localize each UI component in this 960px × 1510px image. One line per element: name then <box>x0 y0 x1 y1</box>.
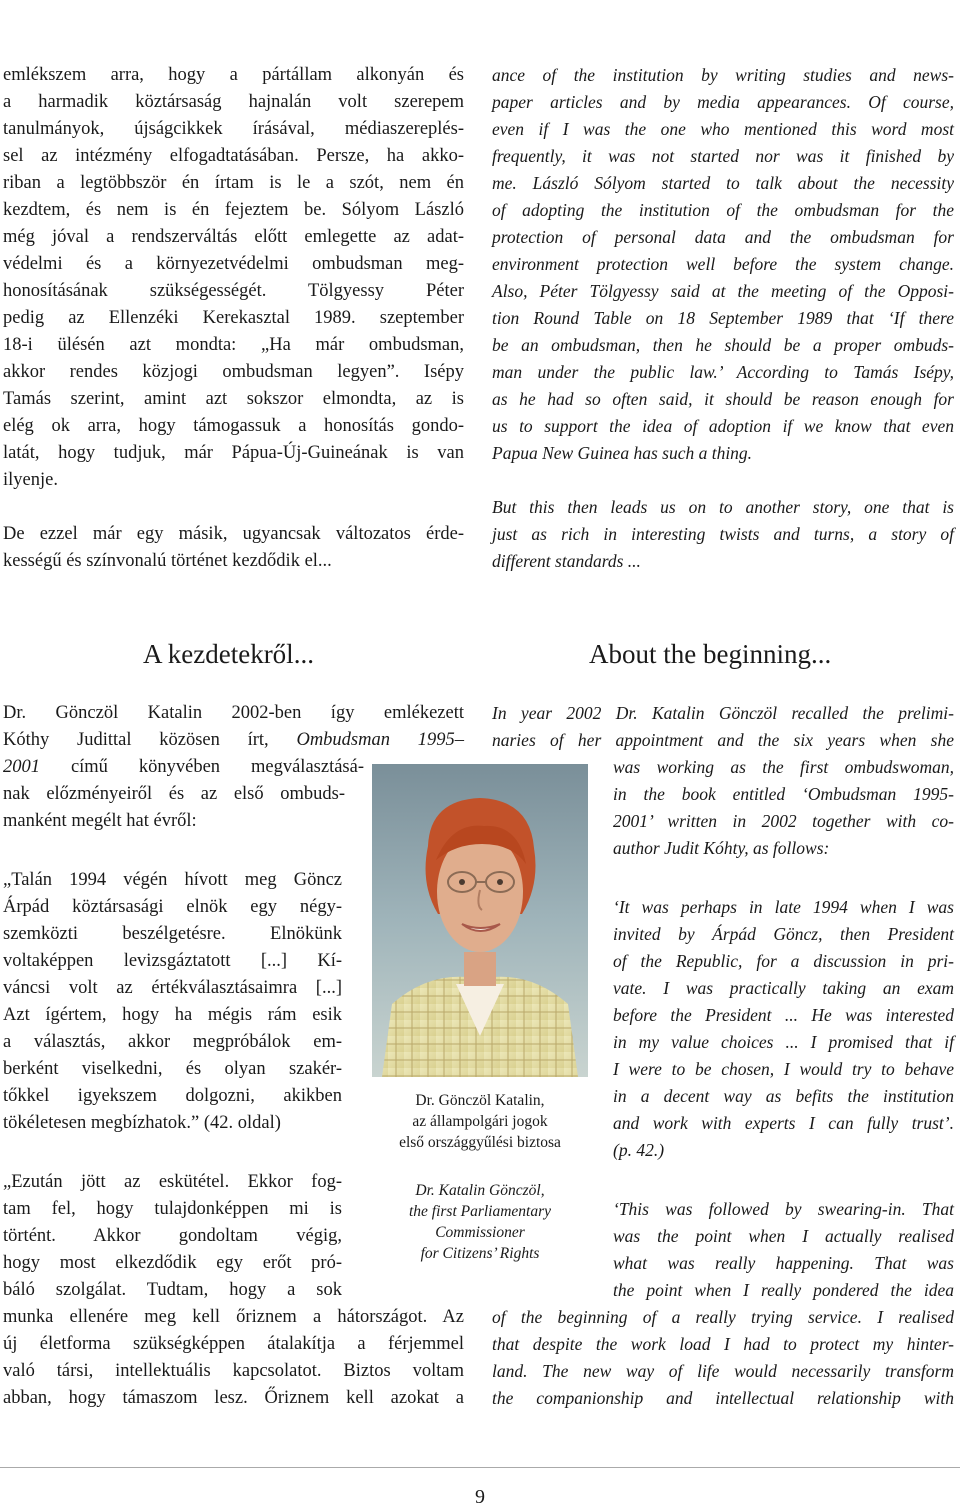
text-line: emlékszem arra, hogy a pártállam alkonyán és <box>3 65 464 85</box>
text-line: land. The new way of life would necessarily transform <box>492 1361 954 1381</box>
text-line: (p. 42.) <box>613 1140 665 1160</box>
text-line: in a decent way as befits the institution <box>613 1086 954 1106</box>
text-line: voltaképpen levizsgáztatott [...] Kí- <box>3 951 342 971</box>
text-line: 18-i ülésén azt mondta: „Ha már ombudsman, <box>3 335 464 355</box>
text-line: elég ok arra, hogy támogassuk a honosítás gondo- <box>3 416 464 436</box>
text-line: ‘This was followed by swearing-in. That <box>613 1199 954 1219</box>
text-line: Papua New Guinea has such a thing. <box>492 443 753 463</box>
text-line: be an ombudsman, then he should be a proper ombuds- <box>492 335 954 355</box>
text-line: tion Round Table on 18 September 1989 that ‘If there <box>492 308 954 328</box>
text-line: 2001’ written in 2002 together with co- <box>613 811 954 831</box>
text-line: tőkkel igyekszem dolgozni, akikben <box>3 1086 342 1106</box>
text-line: sel az intézmény elfogadtatásában. Persze, ha akko- <box>3 146 464 166</box>
text-line: hogy most elkezdődik egy erőt pró- <box>3 1253 342 1273</box>
text-line: in my value choices ... I promised that if <box>613 1032 954 1052</box>
text-line: szemközti beszélgetésre. Elnökünk <box>3 924 342 944</box>
text-line: báló szolgálat. Tudtam, hogy a sok <box>3 1280 342 1300</box>
text-line: tam fel, hogy tulajdonképpen mi is <box>3 1199 342 1219</box>
caption-line: az állampolgári jogok <box>412 1113 548 1130</box>
portrait-photo <box>372 764 588 1077</box>
caption-line: for Citizens’ Rights <box>420 1245 540 1262</box>
text-line: man under the public law.’ According to Tamás Isépy, <box>492 362 954 382</box>
caption-english <box>368 1180 592 1264</box>
text-line: Árpád köztársasági elnök egy négy- <box>3 897 342 917</box>
text-line: was working as the first ombudswoman, <box>613 757 954 777</box>
page-number: 9 <box>475 1486 485 1508</box>
caption-line: első országgyűlési biztosa <box>399 1134 561 1151</box>
text-line: tanulmányok, újságcikkek írásával, médiaszereplés- <box>3 119 464 139</box>
text-line: in the book entitled ‘Ombudsman 1995- <box>613 784 954 804</box>
text-line: új életforma szükségképpen átalakítja a férjemmel <box>3 1334 464 1354</box>
text-line: a választás, akkor megpróbálok em- <box>3 1032 342 1052</box>
text-line: „Ezután jött az eskütétel. Ekkor fog- <box>3 1172 342 1192</box>
heading-english: About the beginning... <box>589 639 832 669</box>
text-line: and work with experts I can fully trust’. <box>613 1113 954 1133</box>
text-line: the point when I really pondered the idea <box>613 1280 954 1300</box>
text-line: of adopting the institution of the ombudsman for the <box>492 200 954 220</box>
text-line: Azt ígértem, hogy ha mégis rám esik <box>3 1005 342 1025</box>
text-line: De ezzel már egy másik, ugyancsak változatos érde- <box>3 524 464 544</box>
text-line: me. László Sólyom started to talk about the necessity <box>492 173 954 193</box>
text-span: Kóthy Judittal közösen írt, Ombudsman 1995– <box>3 730 464 750</box>
caption-hungarian <box>368 1090 592 1153</box>
text-line: való társi, intellektuális kapcsolatot. Biztos voltam <box>3 1361 464 1381</box>
caption-line: Dr. Katalin Gönczöl, <box>415 1182 545 1199</box>
text-line: what was really happening. That was <box>613 1253 954 1273</box>
text-line: as he had so often said, it should be reason enough for <box>492 389 954 409</box>
text-line: environment protection well before the system change. <box>492 254 954 274</box>
text-line: But this then leads us on to another story, one that is <box>492 497 954 517</box>
text-line: kezdtem, és nem is én fejeztem be. Sólyom László <box>3 200 464 220</box>
text-line: was the point when I actually realised <box>613 1226 954 1246</box>
text-line: In year 2002 Dr. Katalin Gönczöl recalled the prelimi- <box>492 703 954 723</box>
text-line: még jóval a rendszerváltás előtt emlegette az adat- <box>3 227 464 247</box>
text-line: 2001 című könyvében megválasztásá- <box>3 757 364 777</box>
text-line: történt. Akkor gondoltam végig, <box>3 1226 342 1246</box>
text-line: Dr. Gönczöl Katalin 2002-ben így emlékezett <box>3 703 464 723</box>
text-line: us to support the idea of adoption if we know that even <box>492 416 954 436</box>
text-line: abban, hogy támaszom lesz. Őriznem kell azokat a <box>3 1388 464 1408</box>
text-line: vate. I was practically taking an exam <box>613 978 954 998</box>
text-line: protection of personal data and the ombudsman for <box>492 227 954 247</box>
text-line: Also, Péter Tölgyessy said at the meeting of the Opposi- <box>492 281 954 301</box>
text-line: ‘It was perhaps in late 1994 when I was <box>613 897 954 917</box>
portrait-illustration <box>372 764 588 1077</box>
text-line: akkor rendes közjogi ombudsman legyen”. Isépy <box>3 362 464 382</box>
text-line: just as rich in interesting twists and turns, a story of <box>492 524 954 544</box>
text-line: ilyenje. <box>3 470 58 490</box>
text-line: I were to be chosen, I would try to behave <box>613 1059 954 1079</box>
text-line: munka ellenére meg kell őriznem a hátországot. Az <box>3 1307 464 1327</box>
text-line: before the President ... He was interested <box>613 1005 954 1025</box>
footer-divider <box>0 1467 960 1468</box>
text-line: nak előzményeiről és az első ombuds- <box>3 784 345 804</box>
heading-hungarian: A kezdetekről... <box>143 639 314 669</box>
text-line: even if I was the one who mentioned this word most <box>492 119 954 139</box>
text-line: paper articles and by media appearances. Of course, <box>492 92 954 112</box>
text-line: a harmadik köztársaság hajnalán volt szerepem <box>3 92 464 112</box>
text-line: the companionship and intellectual relationship with <box>492 1388 954 1408</box>
text-line: manként megélt hat évről: <box>3 811 197 831</box>
caption-line: Dr. Gönczöl Katalin, <box>415 1092 545 1109</box>
text-line: invited by Árpád Göncz, then President <box>613 924 954 944</box>
text-line: riban a legtöbbször én írtam is le a szót, nem én <box>3 173 464 193</box>
text-line: of the beginning of a really trying service. I realised <box>492 1307 954 1327</box>
caption-line: Commissioner <box>435 1224 525 1241</box>
text-line: berként viselkedni, és olyan szakér- <box>3 1059 342 1079</box>
text-line: author Judit Kóhty, as follows: <box>613 838 830 858</box>
text-line: védelmi és a környezetvédelmi ombudsman meg- <box>3 254 464 274</box>
text-line: kességű és színvonalú történet kezdődik el... <box>3 551 332 571</box>
text-line: tökéletesen megbízhatok.” (42. oldal) <box>3 1113 281 1133</box>
text-line: Tamás szerint, amint azt sokszor elmondta, az is <box>3 389 464 409</box>
text-line: honosításának szükségességét. Tölgyessy Péter <box>3 281 464 301</box>
caption-line: the first Parliamentary <box>408 1203 552 1220</box>
text-line <box>3 727 464 754</box>
text-line: ance of the institution by writing studies and news- <box>492 65 954 85</box>
text-line: latát, hogy tudjuk, már Pápua-Új-Guineának is van <box>3 443 464 463</box>
text-line: naries of her appointment and the six years when she <box>492 730 954 750</box>
text-line: of the Republic, for a discussion in pri- <box>613 951 954 971</box>
text-line: that despite the work load I had to protect my hinter- <box>492 1334 954 1354</box>
text-line: váncsi volt az értékválasztásaimra [...] <box>3 978 342 998</box>
text-line: different standards ... <box>492 551 641 571</box>
text-line: pedig az Ellenzéki Kerekasztal 1989. szeptember <box>3 308 464 328</box>
text-line: frequently, it was not started nor was it finished by <box>492 146 954 166</box>
text-line: „Talán 1994 végén hívott meg Göncz <box>3 870 342 890</box>
